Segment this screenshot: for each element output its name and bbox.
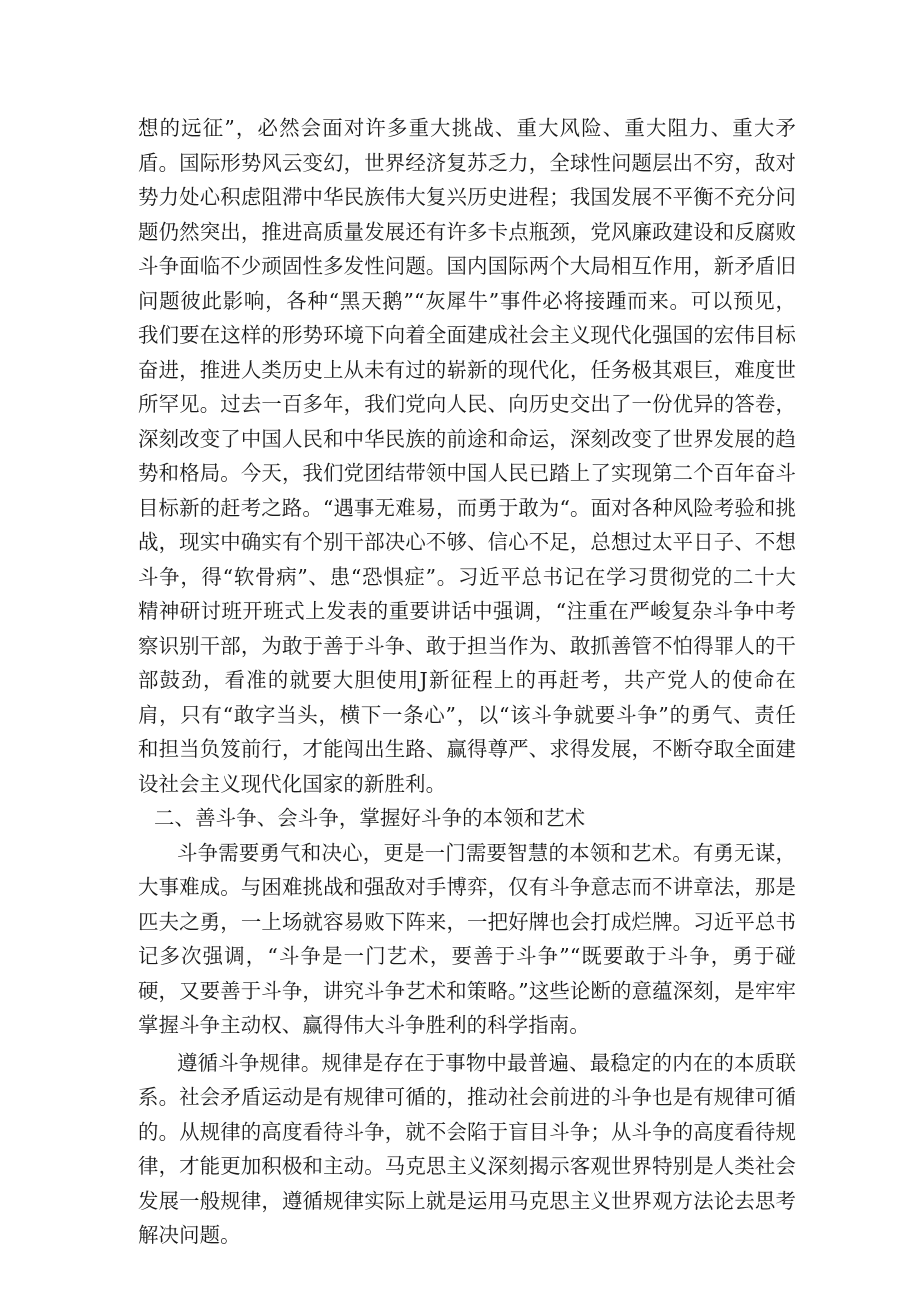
paragraph-continued: 想的远征”，必然会面对许多重大挑战、重大风险、重大阻力、重大矛盾。国际形势风云变幻，世界经济复苏乏力，全球性问题层出不穷，敌对势力处心积虑阻滞中华民族伟大复兴历史进程；我国发展不平衡不充分问题仍然突出，推进高质量发展还有许多卡点瓶颈，党风廉政建设和反腐败斗争面临不少顽固性多发性问题。国内国际两个大局相互作用，新矛盾旧问题彼此影响，各种“黑天鹅”“灰犀牛”事件必将接踵而来。可以预见，我们要在这样的形势环境下向着全面建成社会主义现代化强国的宏伟目标奋进，推进人类历史上从未有过的崭新的现代化，任务极其艰巨，难度世所罕见。过去一百多年，我们党向人民、向历史交出了一份优异的答卷，深刻改变了中国人民和中华民族的前途和命运，深刻改变了世界发展的趋势和格局。今天，我们党团结带领中国人民已踏上了实现第二个百年奋斗目标新的赶考之路。“遇事无难易，而勇于敢为“。面对各种风险考验和挑战，现实中确实有个别干部决心不够、信心不足，总想过太平日子、不想斗争，得“软骨病”、患“恐惧症”。习近平总书记在学习贯彻党的二十大精神研讨班开班式上发表的重要讲话中强调，“注重在严峻复杂斗争中考察识别干部，为敢于善于斗争、敢于担当作为、敢抓善管不怕得罪人的干部鼓劲，看准的就要大胆使用J新征程上的再赶考，共产党人的使命在肩，只有“敢字当头，横下一条心”，以“该斗争就要斗争”的勇气、责任和担当负笈前行，才能闯出生路、赢得尊严、求得发展，不断夺取全面建设社会主义现代化国家的新胜利。 bbox=[138, 116, 796, 796]
section-heading: 二、善斗争、会斗争，掌握好斗争的本领和艺术 bbox=[154, 806, 586, 830]
paragraph: 遵循斗争规律。规律是存在于事物中最普遍、最稳定的内在的本质联系。社会矛盾运动是有规律可循的，推动社会前进的斗争也是有规律可循的。从规律的高度看待斗争，就不会陷于盲目斗争；从斗争的高度看待规律，才能更加积极和主动。马克思主义深刻揭示客观世界特别是人类社会发展一般规律，遵循规律实际上就是运用马克思主义世界观方法论去思考解决问题。 bbox=[138, 1050, 796, 1247]
document-body bbox=[138, 111, 796, 1253]
paragraph: 斗争需要勇气和决心，更是一门需要智慧的本领和艺术。有勇无谋，大事难成。与困难挑战和强敌对手博弈，仅有斗争意志而不讲章法，那是匹夫之勇，一上场就容易败下阵来，一把好牌也会打成烂牌。习近平总书记多次强调，“斗争是一门艺术，要善于斗争”“既要敢于斗争，勇于碰硬，又要善于斗争，讲究斗争艺术和策略。”这些论断的意蕴深刻，是牢牢掌握斗争主动权、赢得伟大斗争胜利的科学指南。 bbox=[138, 840, 796, 1037]
